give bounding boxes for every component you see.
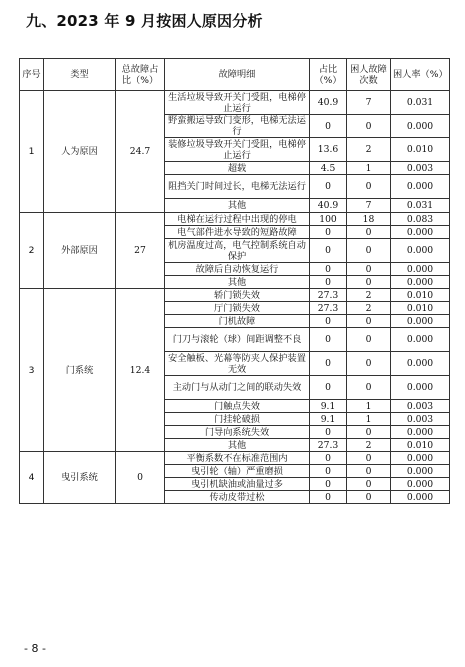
pct-cell: 0	[310, 315, 347, 328]
pct-cell: 0	[310, 478, 347, 491]
count-cell: 0	[347, 465, 391, 478]
table-row	[20, 289, 450, 302]
table-row	[20, 91, 450, 115]
rate-cell: 0.000	[391, 491, 450, 504]
rate-cell: 0.031	[391, 91, 450, 115]
detail-cell: 传动皮带过松	[165, 491, 310, 504]
pct-cell: 40.9	[310, 199, 347, 213]
detail-cell: 安全触板、光幕等防夹人保护装置无效	[165, 352, 310, 376]
table-header-row	[20, 59, 450, 91]
detail-cell: 其他	[165, 439, 310, 452]
table-row	[20, 213, 450, 226]
count-cell: 0	[347, 239, 391, 263]
pct-cell: 27.3	[310, 289, 347, 302]
detail-cell: 其他	[165, 199, 310, 213]
count-cell: 2	[347, 439, 391, 452]
count-cell: 0	[347, 352, 391, 376]
pct-cell: 0	[310, 352, 347, 376]
rate-cell: 0.000	[391, 328, 450, 352]
detail-cell: 电梯在运行过程中出现的停电	[165, 213, 310, 226]
detail-cell: 曳引机缺油或油量过多	[165, 478, 310, 491]
rate-cell: 0.010	[391, 289, 450, 302]
rate-cell: 0.000	[391, 465, 450, 478]
rate-cell: 0.000	[391, 175, 450, 199]
detail-cell: 门机故障	[165, 315, 310, 328]
rate-cell: 0.000	[391, 452, 450, 465]
pct-cell: 40.9	[310, 91, 347, 115]
count-cell: 1	[347, 162, 391, 175]
count-cell: 2	[347, 289, 391, 302]
count-cell: 0	[347, 426, 391, 439]
pct-cell: 0	[310, 175, 347, 199]
page-title: 九、2023 年 9 月按困人原因分析	[26, 12, 263, 30]
header-pct: 占比（%）	[310, 59, 347, 91]
pct-cell: 4.5	[310, 162, 347, 175]
header-detail: 故障明细	[165, 59, 310, 91]
pct-cell: 0	[310, 328, 347, 352]
pct-cell: 0	[310, 491, 347, 504]
pct-cell: 0	[310, 426, 347, 439]
group-total-pct: 12.4	[116, 289, 165, 452]
pct-cell: 0	[310, 452, 347, 465]
page-number: - 8 -	[24, 642, 46, 655]
pct-cell: 0	[310, 263, 347, 276]
detail-cell: 门刀与滚轮（球）间距调整不良	[165, 328, 310, 352]
pct-cell: 0	[310, 376, 347, 400]
pct-cell: 27.3	[310, 302, 347, 315]
pct-cell: 9.1	[310, 413, 347, 426]
pct-cell: 0	[310, 115, 347, 138]
detail-cell: 曳引轮（轴）严重磨损	[165, 465, 310, 478]
pct-cell: 0	[310, 465, 347, 478]
count-cell: 7	[347, 91, 391, 115]
detail-cell: 门触点失效	[165, 400, 310, 413]
rate-cell: 0.000	[391, 376, 450, 400]
detail-cell: 野蛮搬运导致门变形，电梯无法运行	[165, 115, 310, 138]
pct-cell: 9.1	[310, 400, 347, 413]
detail-cell: 装修垃圾导致开关门受阻，电梯停止运行	[165, 138, 310, 162]
detail-cell: 生活垃圾导致开关门受阻，电梯停止运行	[165, 91, 310, 115]
group-seq: 2	[20, 213, 44, 289]
detail-cell: 轿门锁失效	[165, 289, 310, 302]
rate-cell: 0.000	[391, 426, 450, 439]
detail-cell: 其他	[165, 276, 310, 289]
detail-cell: 门挂轮破损	[165, 413, 310, 426]
count-cell: 0	[347, 175, 391, 199]
rate-cell: 0.010	[391, 138, 450, 162]
count-cell: 7	[347, 199, 391, 213]
detail-cell: 平衡系数不在标准范围内	[165, 452, 310, 465]
detail-cell: 门导向系统失效	[165, 426, 310, 439]
pct-cell: 13.6	[310, 138, 347, 162]
group-type: 曳引系统	[44, 452, 116, 504]
count-cell: 0	[347, 315, 391, 328]
group-seq: 3	[20, 289, 44, 452]
rate-cell: 0.010	[391, 439, 450, 452]
rate-cell: 0.031	[391, 199, 450, 213]
group-type: 门系统	[44, 289, 116, 452]
header-trapped-rate: 困人率（%）	[391, 59, 450, 91]
table-body	[20, 91, 450, 504]
detail-cell: 厅门锁失效	[165, 302, 310, 315]
header-type: 类型	[44, 59, 116, 91]
rate-cell: 0.003	[391, 413, 450, 426]
count-cell: 0	[347, 452, 391, 465]
header-seq: 序号	[20, 59, 44, 91]
rate-cell: 0.003	[391, 162, 450, 175]
rate-cell: 0.000	[391, 352, 450, 376]
pct-cell: 0	[310, 276, 347, 289]
group-total-pct: 27	[116, 213, 165, 289]
rate-cell: 0.000	[391, 276, 450, 289]
count-cell: 18	[347, 213, 391, 226]
pct-cell: 27.3	[310, 439, 347, 452]
detail-cell: 故障后自动恢复运行	[165, 263, 310, 276]
pct-cell: 0	[310, 226, 347, 239]
count-cell: 0	[347, 491, 391, 504]
group-type: 人为原因	[44, 91, 116, 213]
header-trapped-count: 困人故障次数	[347, 59, 391, 91]
count-cell: 1	[347, 413, 391, 426]
rate-cell: 0.000	[391, 239, 450, 263]
count-cell: 0	[347, 328, 391, 352]
group-total-pct: 0	[116, 452, 165, 504]
rate-cell: 0.000	[391, 115, 450, 138]
rate-cell: 0.000	[391, 315, 450, 328]
rate-cell: 0.083	[391, 213, 450, 226]
detail-cell: 主动门与从动门之间的联动失效	[165, 376, 310, 400]
detail-cell: 机房温度过高，电气控制系统自动保护	[165, 239, 310, 263]
table-row	[20, 452, 450, 465]
count-cell: 2	[347, 302, 391, 315]
count-cell: 0	[347, 276, 391, 289]
group-total-pct: 24.7	[116, 91, 165, 213]
header-total-pct: 总故障占比（%）	[116, 59, 165, 91]
group-seq: 4	[20, 452, 44, 504]
group-type: 外部原因	[44, 213, 116, 289]
rate-cell: 0.000	[391, 226, 450, 239]
rate-cell: 0.000	[391, 263, 450, 276]
group-seq: 1	[20, 91, 44, 213]
count-cell: 0	[347, 263, 391, 276]
count-cell: 0	[347, 115, 391, 138]
count-cell: 0	[347, 478, 391, 491]
count-cell: 2	[347, 138, 391, 162]
pct-cell: 0	[310, 239, 347, 263]
detail-cell: 超载	[165, 162, 310, 175]
count-cell: 0	[347, 226, 391, 239]
rate-cell: 0.003	[391, 400, 450, 413]
rate-cell: 0.010	[391, 302, 450, 315]
count-cell: 1	[347, 400, 391, 413]
rate-cell: 0.000	[391, 478, 450, 491]
pct-cell: 100	[310, 213, 347, 226]
count-cell: 0	[347, 376, 391, 400]
fault-analysis-table	[19, 58, 450, 504]
detail-cell: 电气部件进水导致的短路故障	[165, 226, 310, 239]
detail-cell: 阻挡关门时间过长，电梯无法运行	[165, 175, 310, 199]
